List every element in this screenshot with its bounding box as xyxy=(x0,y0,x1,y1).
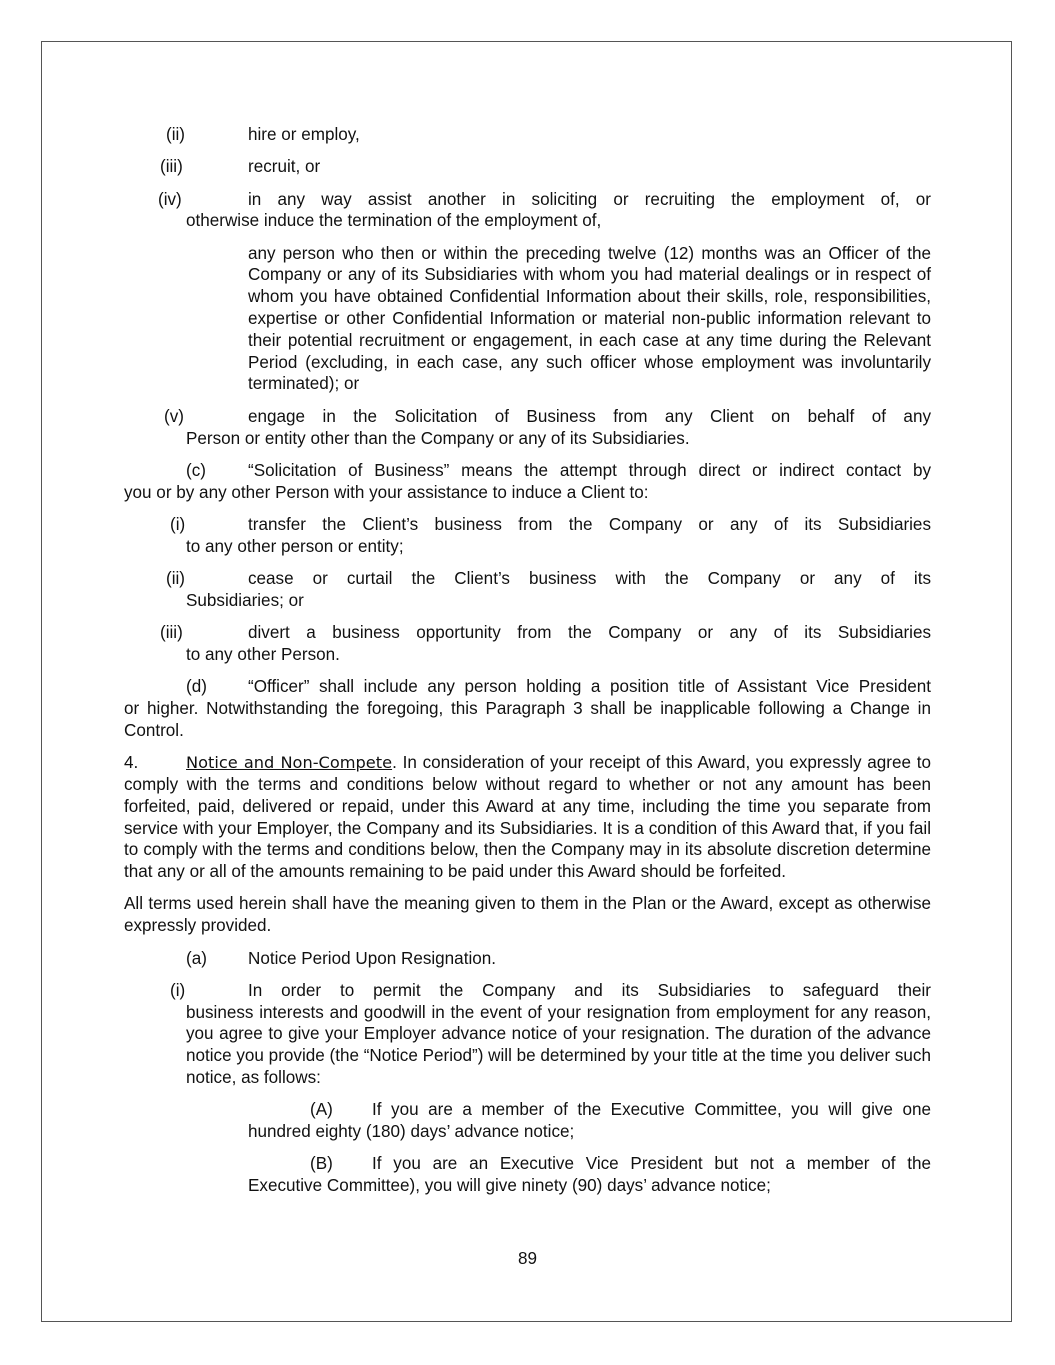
clause-continuation: Person or entity other than the Company or any of its Subsidiaries. xyxy=(186,428,690,448)
clause-number: (i) xyxy=(170,514,186,534)
clause-number: (ii) xyxy=(166,569,185,589)
clause-i-in-order xyxy=(124,980,931,1089)
clause-iii-recruit xyxy=(124,156,931,178)
section-4-notice-non-compete xyxy=(124,752,931,883)
clause-ii-hire xyxy=(124,124,931,146)
clause-text: Notice Period Upon Resignation. xyxy=(248,948,497,968)
clause-i-transfer xyxy=(124,514,931,558)
clause-continuation: business interests and goodwill in the event of your resignation from employment for any reason, you agree to give your Employer advance notice of your resignation. The duration of the advance notice you provide (the “Notice Period”) will be determined by your title at the time you deliver such notice, as follows: xyxy=(186,1002,931,1087)
clause-ii-cease xyxy=(124,568,931,612)
clause-text: in any way assist another in soliciting or recruiting the employment of, or xyxy=(248,189,931,209)
clause-continuation: to any other person or entity; xyxy=(186,536,404,556)
clause-continuation: Executive Committee), you will give ninety (90) days’ advance notice; xyxy=(248,1176,771,1196)
clause-number: (a) xyxy=(186,948,207,968)
clause-number: (A) xyxy=(310,1100,333,1120)
clause-continuation: hundred eighty (180) days’ advance notice; xyxy=(248,1122,575,1142)
document-body xyxy=(124,124,931,1207)
clause-a-notice-period xyxy=(124,948,931,970)
clause-A-executive-committee xyxy=(124,1099,931,1143)
terms-paragraph: All terms used herein shall have the meaning given to them in the Plan or the Award, except as otherwise expressly provided. xyxy=(124,894,931,936)
clause-d-officer xyxy=(124,676,931,741)
clause-continuation: to any other Person. xyxy=(186,644,340,664)
clause-text: In order to permit the Company and its Subsidiaries to safeguard their xyxy=(248,980,931,1000)
clause-number: (iii) xyxy=(160,623,183,643)
clause-number: (ii) xyxy=(166,125,185,144)
page-number: 89 xyxy=(517,1249,537,1268)
clause-text: “Solicitation of Business” means the attempt through direct or indirect contact by xyxy=(248,460,931,480)
clause-v-solicitation xyxy=(124,406,931,450)
clause-iv-assist xyxy=(124,189,931,233)
clause-continuation: otherwise induce the termination of the employment of, xyxy=(186,211,602,231)
clause-number: (i) xyxy=(170,980,186,1000)
clause-number: (d) xyxy=(186,677,207,697)
clause-continuation: you or by any other Person with your assistance to induce a Client to: xyxy=(124,482,649,502)
section-number: 4. xyxy=(124,753,139,773)
clause-continuation: Subsidiaries; or xyxy=(186,590,304,610)
clause-text: If you are a member of the Executive Committee, you will give one xyxy=(372,1100,931,1120)
clause-continuation: or higher. Notwithstanding the foregoing, this Paragraph 3 shall be inapplicable following a Change in Control. xyxy=(124,699,931,740)
clause-number: (B) xyxy=(310,1154,333,1174)
clause-text: “Officer” shall include any person holding a position title of Assistant Vice President xyxy=(248,677,931,697)
clause-number: (c) xyxy=(186,460,206,480)
clause-text: divert a business opportunity from the Company or any of its Subsidiaries xyxy=(248,623,931,643)
clause-text: recruit, or xyxy=(248,157,321,177)
clause-number: (v) xyxy=(164,406,184,426)
clause-any-person: any person who then or within the preceding twelve (12) months was an Officer of the Company or any of its Subsidiaries with whom you had material dealings or in respect of whom you have obtained Confidential Information about their skills, role, responsibilities, expertise or other Confidential Information or material non-public information relevant to their potential recruitment or engagement, in each case at any time during the Relevant Period (excluding, in each case, any such officer whose employment was involuntarily terminated); or xyxy=(248,243,931,394)
clause-text: engage in the Solicitation of Business from any Client on behalf of any xyxy=(248,406,931,426)
clause-iii-divert xyxy=(124,622,931,666)
clause-number: (iv) xyxy=(158,189,182,209)
clause-text: transfer the Client’s business from the Company or any of its Subsidiaries xyxy=(248,514,931,534)
clause-number: (iii) xyxy=(160,157,183,177)
clause-text: If you are an Executive Vice President but not a member of the xyxy=(372,1154,931,1174)
clause-text: cease or curtail the Client’s business with the Company or any of its xyxy=(248,569,931,589)
section-text: . In consideration of your receipt of this Award, you expressly agree to comply with the terms and conditions below without regard to whether or not any amount has been forfeited, paid, delivered or repaid, under this Award at any time, including the time you separate from service with your Employer, the Company and its Subsidiaries. It is a condition of this Award that, if you fail to comply with the terms and conditions below, then the Company may in its absolute discretion determine that any or all of the amounts remaining to be paid under this Award should be forfeited. xyxy=(124,753,931,882)
section-heading: Notice and Non-Compete xyxy=(186,753,393,773)
clause-c-definition xyxy=(124,460,931,504)
clause-B-executive-vp xyxy=(124,1153,931,1197)
clause-text: hire or employ, xyxy=(248,125,360,144)
